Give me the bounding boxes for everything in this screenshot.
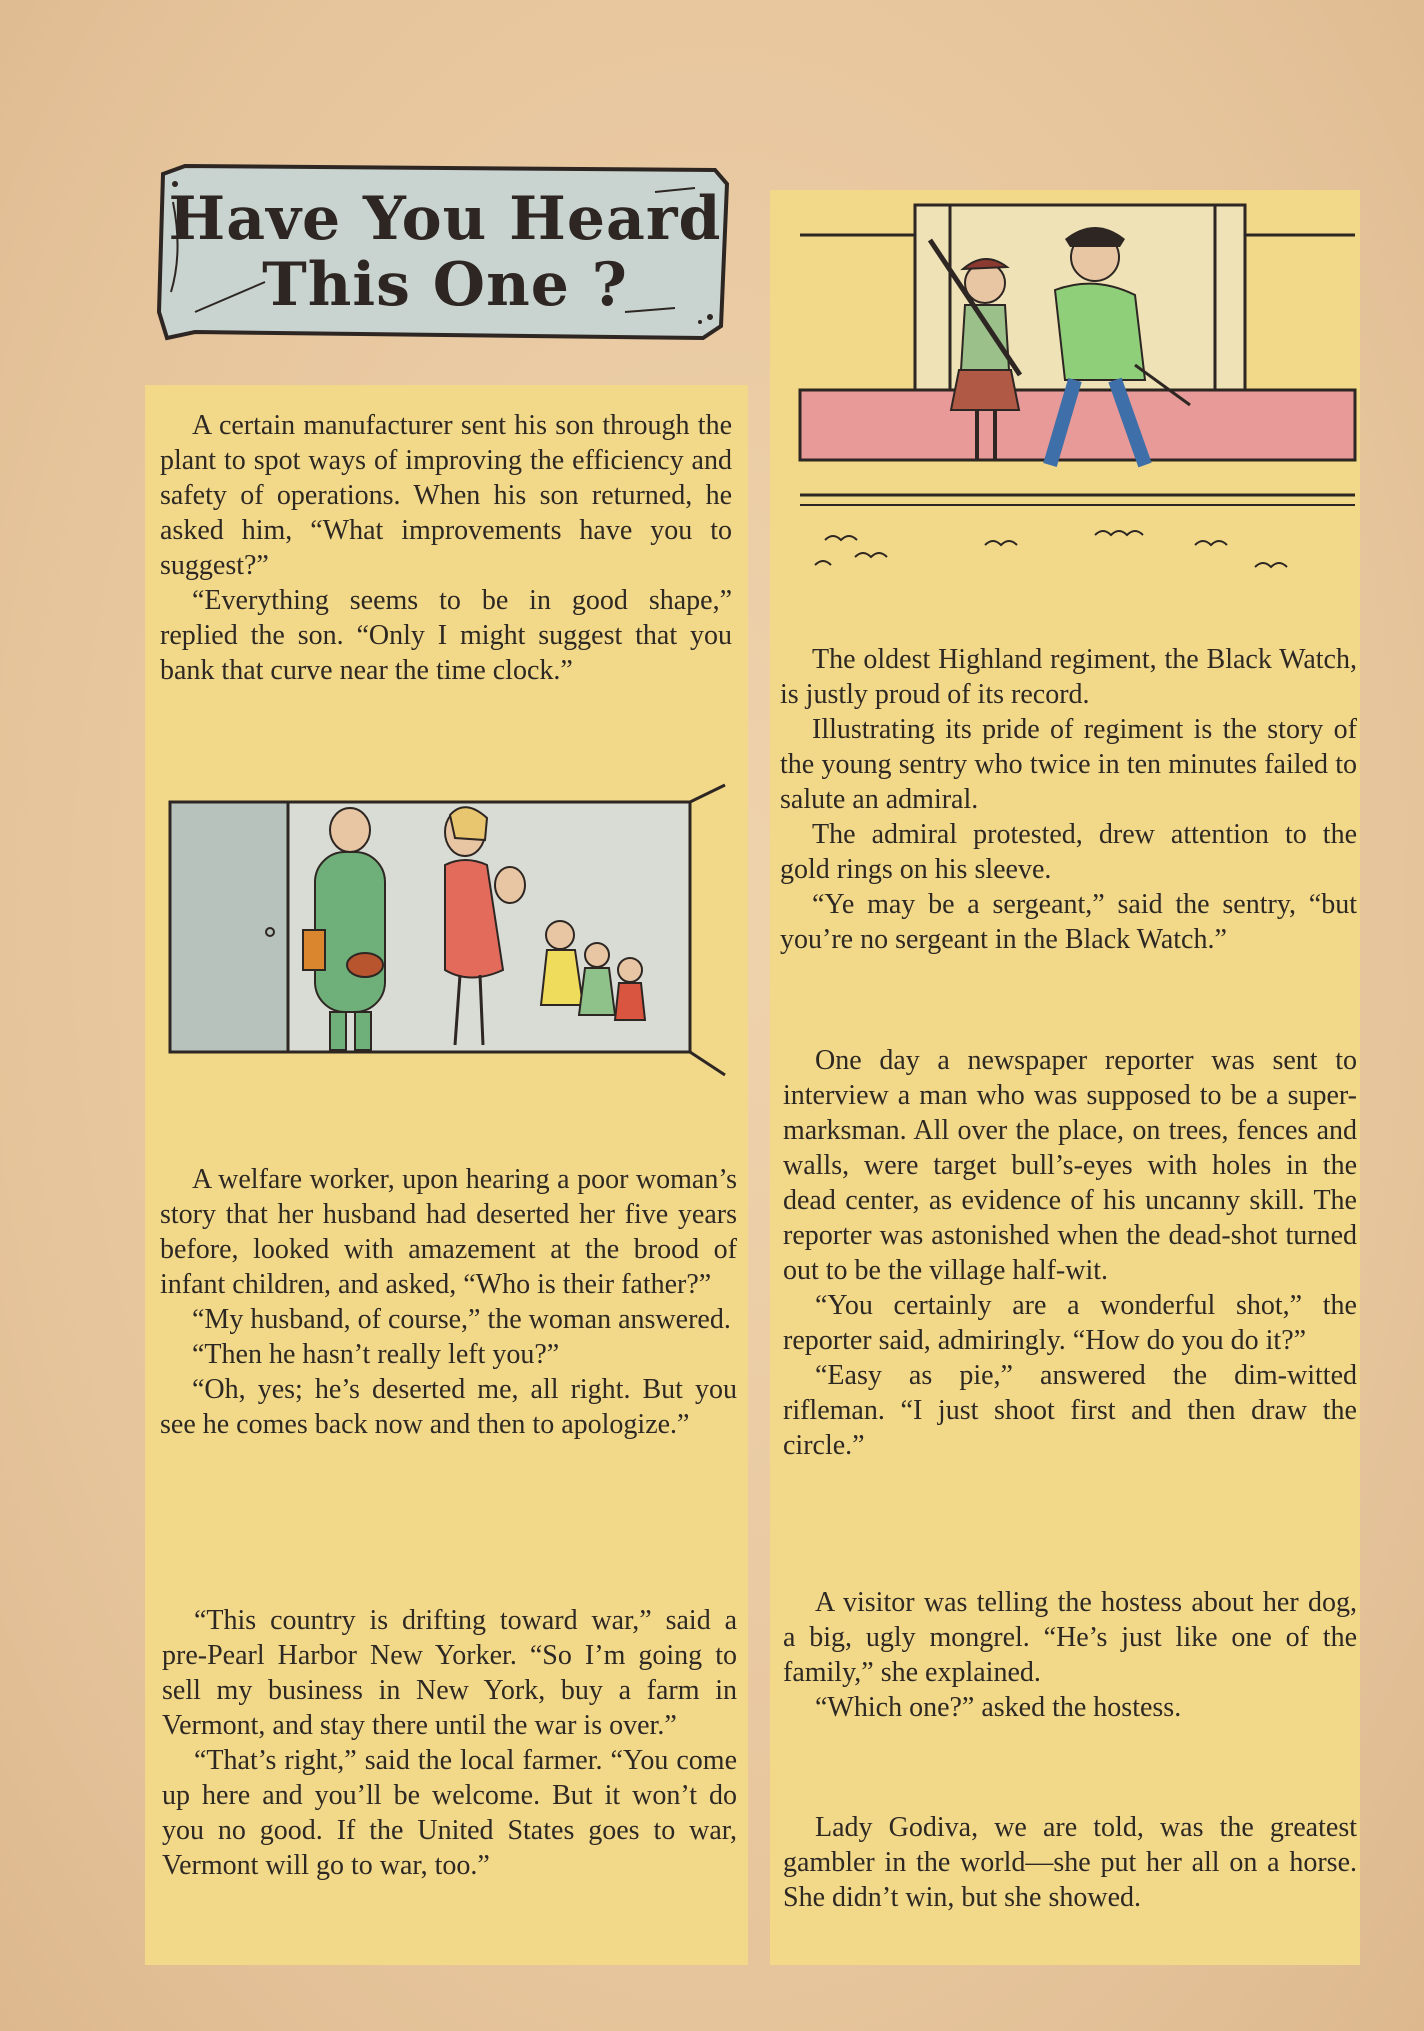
story-marksman	[783, 1043, 1357, 1463]
story-black-watch	[780, 642, 1357, 957]
paragraph: One day a newspaper reporter was sent to interview a man who was supposed to be a super-marksman. All over the place, on trees, fences and walls, were target bull’s-eyes with holes in the dead center, as evidence of his uncanny skill. The reporter was astonished when the dead-shot turned out to be the village half-wit.	[783, 1045, 1357, 1286]
paragraph: “Then he hasn’t really left you?”	[192, 1339, 560, 1370]
paragraph: “Oh, yes; he’s deserted me, all right. But you see he comes back now and then to apologize.”	[160, 1374, 737, 1440]
illustration-black-watch	[795, 195, 1360, 595]
illustration-family	[165, 780, 735, 1080]
paragraph: A certain manufacturer sent his son through the plant to spot ways of improving the efficiency and safety of operations. When his son returned, he asked him, “What improvements have you to suggest?”	[160, 410, 732, 581]
paragraph: “This country is drifting toward war,” said a pre-Pearl Harbor New Yorker. “So I’m going to sell my business in New York, buy a farm in Vermont, and stay there until the war is over.”	[162, 1605, 737, 1741]
paragraph: “My husband, of course,” the woman answered.	[192, 1304, 731, 1335]
family-doorway-illustration	[165, 780, 735, 1080]
story-war	[162, 1603, 737, 1883]
title-line-1: Have You Heard	[168, 184, 722, 254]
paragraph: “Ye may be a sergeant,” said the sentry, “but you’re no sergeant in the Black Watch.”	[780, 889, 1357, 955]
story-manufacturer	[160, 408, 732, 688]
title-line-2: This One ?	[262, 250, 628, 320]
story-welfare	[160, 1162, 737, 1442]
paragraph: A visitor was telling the hostess about her dog, a big, ugly mongrel. “He’s just like one of the family,” she explained.	[783, 1587, 1357, 1688]
paragraph: “You certainly are a wonderful shot,” the reporter said, admiringly. “How do you do it?”	[783, 1290, 1357, 1356]
story-godiva	[783, 1810, 1357, 1915]
sentry-admiral-illustration	[795, 195, 1360, 595]
paragraph: “Everything seems to be in good shape,” replied the son. “Only I might suggest that you bank that curve near the time clock.”	[160, 585, 732, 686]
title-sign	[155, 162, 735, 342]
paragraph: “That’s right,” said the local farmer. “You come up here and you’ll be welcome. But it won’t do you no good. If the United States goes to war, Vermont will go to war, too.”	[162, 1745, 737, 1881]
paragraph: “Easy as pie,” answered the dim-witted rifleman. “I just shoot first and then draw the circle.”	[783, 1360, 1357, 1461]
paragraph: The oldest Highland regiment, the Black Watch, is justly proud of its record.	[780, 644, 1357, 710]
paragraph: The admiral protested, drew attention to the gold rings on his sleeve.	[780, 819, 1357, 885]
paragraph: “Which one?” asked the hostess.	[815, 1692, 1182, 1723]
paragraph: Lady Godiva, we are told, was the greatest gambler in the world—she put her all on a horse. She didn’t win, but she showed.	[783, 1812, 1357, 1913]
story-mongrel	[783, 1585, 1357, 1725]
paragraph: Illustrating its pride of regiment is the story of the young sentry who twice in ten minutes failed to salute an admiral.	[780, 714, 1357, 815]
paragraph: A welfare worker, upon hearing a poor woman’s story that her husband had deserted her five years before, looked with amazement at the brood of infant children, and asked, “Who is their father?”	[160, 1164, 737, 1300]
